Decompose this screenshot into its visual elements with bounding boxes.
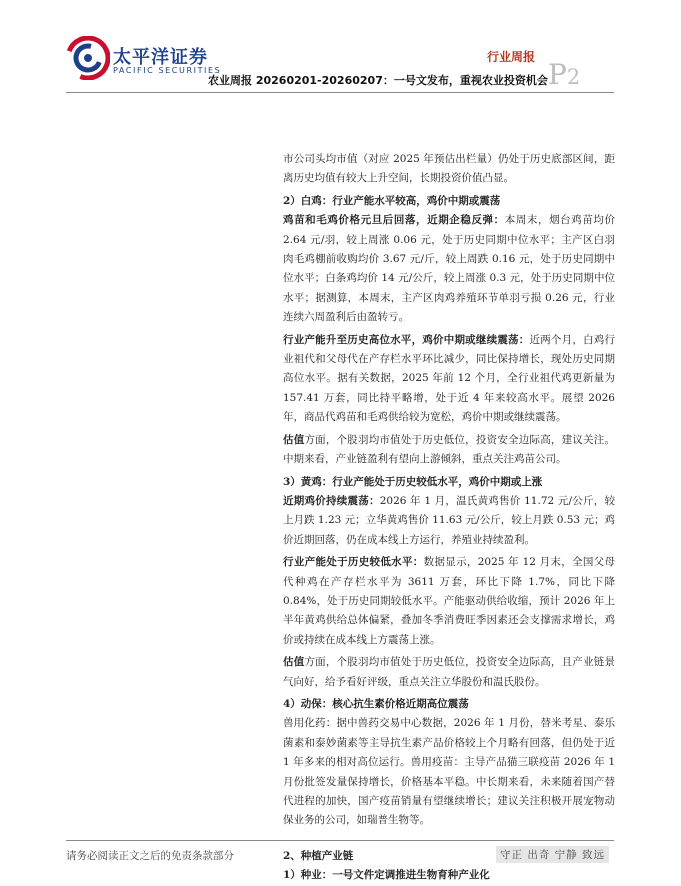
footer-motto: 守正 出奇 宁静 致远	[496, 846, 609, 863]
page-prefix: P	[548, 58, 567, 91]
paragraph-lead: 鸡苗和毛鸡价格元旦后回落，近期企稳反弹：	[283, 214, 505, 227]
pacific-securities-logo-icon	[66, 36, 110, 80]
report-title: 农业周报 20260201-20260207：一号文发布，重视农业投资机会	[208, 74, 548, 87]
heading-animal-health: 4）动保：核心抗生素价格近期高位震荡	[283, 697, 469, 710]
paragraph-lead: 行业产能处于历史较低水平：	[283, 556, 424, 569]
report-type: 行业周报	[487, 50, 536, 64]
paragraph-lead: 近期鸡价持续震荡：	[283, 494, 380, 507]
paragraph-yellow-capacity	[283, 553, 615, 650]
header-divider	[66, 92, 614, 93]
paragraph-valuation-cont: 市公司头均市值（对应 2025 年预估出栏量）仍处于历史底部区间，距离历史均值有较大上升空间，长期投资价值凸显。	[283, 153, 615, 185]
paragraph-body: 近两个月，白鸡行业祖代和父母代在产存栏水平环比减少，同比保持增长，现处历史同期高位水平。据有关数据，2025 年前 12 个月，全行业祖代鸡更新量为 157.41 万套，同比持平略增，处于近 4 年来较高水平。展望 2026 年，商品代鸡苗和毛鸡供给较为宽松，鸡价中期或继续震荡。	[283, 333, 616, 424]
heading-broiler: 2）白鸡：行业产能水平较高，鸡价中期或震荡	[283, 194, 501, 207]
heading-planting-chain: 2、种植产业链	[283, 849, 354, 862]
paragraph-yellow-price	[283, 492, 615, 550]
brand-name-en: PACIFIC SECURITIES	[113, 66, 222, 75]
paragraph-lead: 估值	[283, 656, 305, 669]
paragraph-broiler-valuation	[283, 431, 615, 470]
body-text	[283, 150, 615, 886]
page-number-value: 2	[566, 65, 581, 89]
footer-disclaimer: 请务必阅读正文之后的免责条款部分	[66, 850, 234, 862]
paragraph-lead: 估值	[283, 433, 305, 446]
paragraph-animal-health: 兽用化药：据中兽药交易中心数据，2026 年 1 月份，替米考星、泰乐菌素和泰妙菌素等主导抗生素产品价格较上个月略有回落，但仍处于近 1 年多来的相对高位运行。兽用疫苗：主导产品猫三联疫苗 2026 年 1 月份批签发量保持增长，价格基本平稳。中长期来看，未来随着国产替代进程的加快，国产疫苗销量有望继续增长；建议关注积极开展宠物动保业务的公司，如瑞普生物等。	[283, 717, 615, 827]
paragraph-body: 方面，个股羽均市值处于历史低位，投资安全边际高，建议关注。中期来看，产业链盈利有望向上游倾斜，重点关注鸡苗公司。	[283, 433, 616, 466]
brand-name-cn: 太平洋证券	[113, 47, 208, 68]
paragraph-lead: 行业产能升至历史高位水平，鸡价中期或继续震荡：	[283, 333, 530, 346]
paragraph-broiler-price	[283, 211, 615, 327]
paragraph-broiler-capacity	[283, 331, 615, 428]
paragraph-body: 本周末，烟台鸡苗均价 2.64 元/羽，较上周涨 0.06 元，处于历史同期中位水平；主产区白羽肉毛鸡棚前收购均价 3.67 元/斤，较上周跌 0.16 元，处于历史同期中位水平；白条鸡均价 14 元/公斤，较上周涨 0.3 元，处于历史同期中位水平；据测算，本周末，主产区肉鸡养殖环节单羽亏损 0.26 元，行业连续六周盈利后由盈转亏。	[283, 214, 616, 324]
footer-divider	[66, 840, 614, 841]
paragraph-body: 2026 年 1 月，温氏黄鸡售价 11.72 元/公斤，较上月跌 1.23 元；立华黄鸡售价 11.63 元/公斤，较上月跌 0.53 元；鸡价近期回落，仍在成本线上方运行，养殖业持续盈利。	[283, 494, 616, 546]
heading-yellow-chicken: 3）黄鸡：行业产能处于历史较低水平，鸡价中期或上涨	[283, 475, 543, 488]
page-number	[548, 58, 580, 91]
page-header	[0, 0, 681, 95]
paragraph-yellow-valuation	[283, 653, 615, 692]
heading-seed-industry: 1）种业：一号文件定调推进生物育种产业化	[283, 869, 490, 882]
paragraph-body: 数据显示，2025 年 12 月末，全国父母代种鸡在产存栏水平为 3611 万套，环比下降 1.7%，同比下降 0.84%，处于历史同期较低水平。产能驱动供给收缩，预计 2026 年上半年黄鸡供给总体偏紧，叠加冬季消费旺季因素还会支撑需求增长，鸡价或持续在成本线上方震荡上涨。	[283, 556, 615, 646]
paragraph-body: 方面，个股羽均市值处于历史低位，投资安全边际高，且产业链景气向好，给予看好评级，重点关注立华股份和温氏股份。	[283, 656, 616, 688]
